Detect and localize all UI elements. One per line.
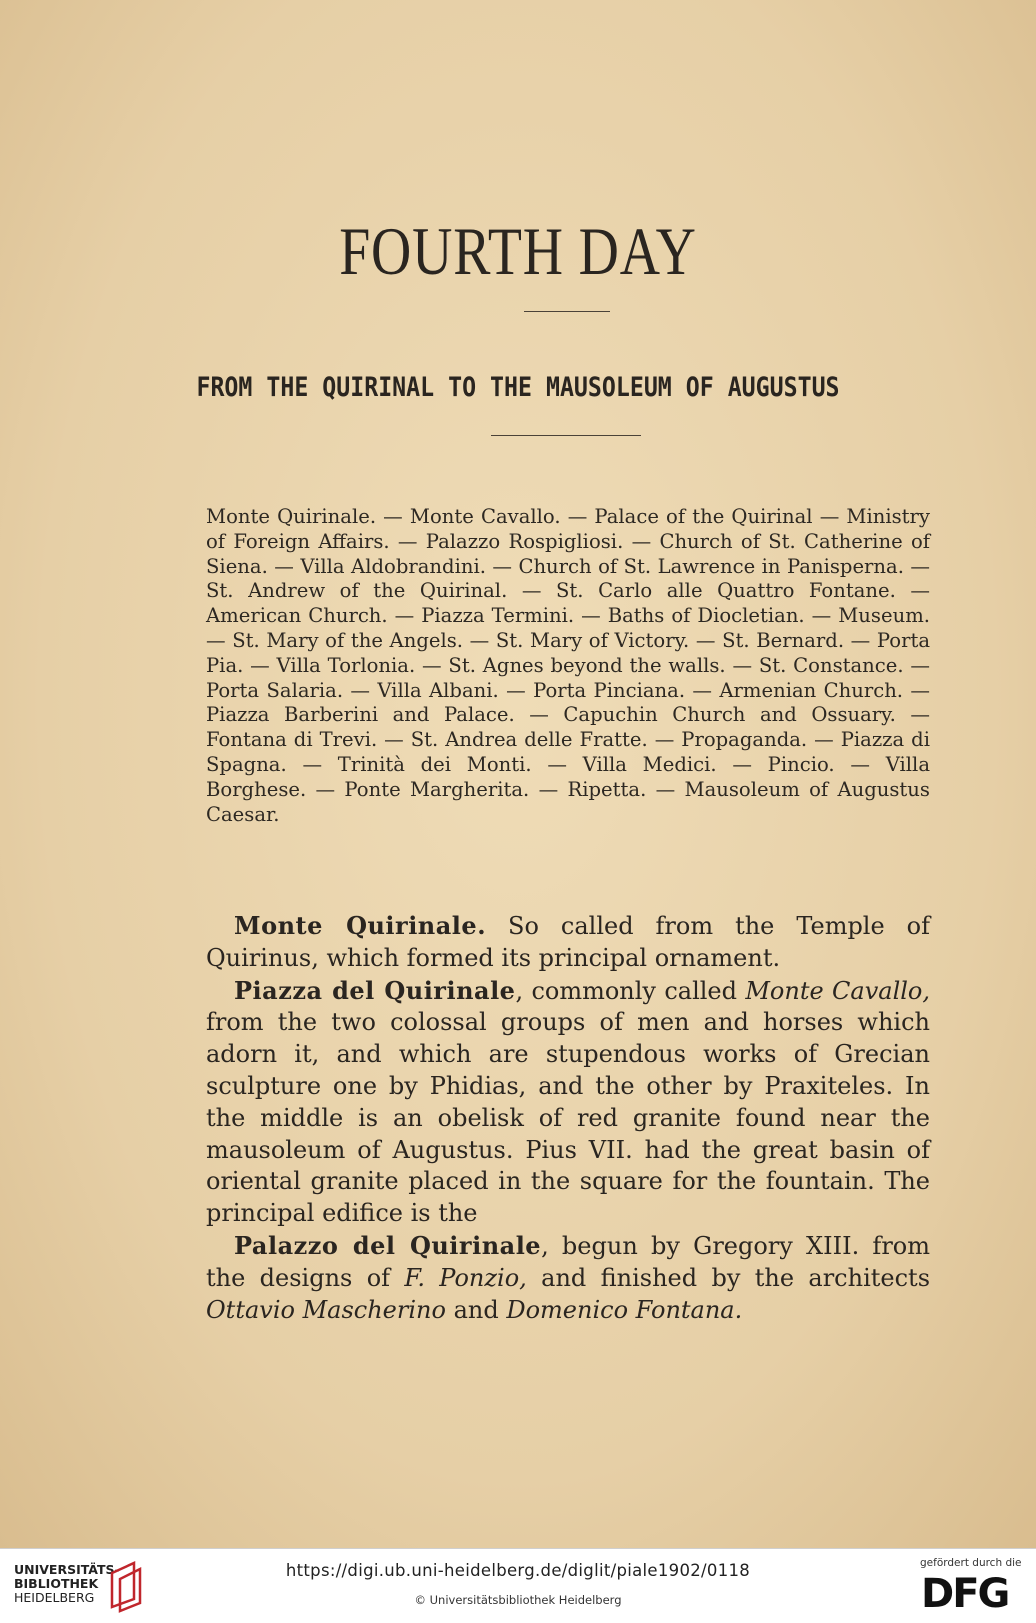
subtitle-divider [491, 435, 641, 436]
italic-text: Ottavio Mascherino [206, 1295, 446, 1324]
italic-text: Domenico Fontana. [506, 1295, 743, 1324]
paragraph-text: , commonly called [515, 976, 746, 1005]
paragraph-text: from the two colossal groups of men and horses which adorn it, and which are stupendous works of Grecian sculpture one by Phidias, and the other by Praxiteles. In the middle is an obelisk of red granite found near the mausoleum of Augustus. Pius VII. had the great basin of oriental granite placed in the square for the fountain. The principal edifice is the [206, 1008, 930, 1228]
chapter-synopsis: Monte Quirinale. — Monte Cavallo. — Palace of the Quirinal — Ministry of Foreign Affairs. — Palazzo Rospigliosi. — Church of St. Catherine of Siena. — Villa Aldobrandini. — Church of St. Lawrence in Panisperna. — St. Andrew of the Quirinal. — St. Carlo alle Quattro Fontane. — American Church. — Piazza Termini. — Baths of Diocletian. — Museum. — St. Mary of the Angels. — St. Mary of Victory. — St. Bernard. — Porta Pia. — Villa Torlonia. — St. Agnes beyond the walls. — St. Constance. — Porta Salaria. — Villa Albani. — Porta Pinciana. — Armenian Church. — Piazza Barberini and Palace. — Capuchin Church and Ossuary. — Fontana di Trevi. — St. Andrea delle Fratte. — Propaganda. — Piazza di Spagna. — Trinità dei Monti. — Villa Medici. — Pincio. — Villa Borghese. — Ponte Margherita. — Ripetta. — Mausoleum of Augustus Caesar. [206, 505, 930, 826]
library-name-line1: UNIVERSITÄTS- [14, 1562, 120, 1577]
funder-caption: gefördert durch die [920, 1557, 1022, 1569]
paragraph-monte-quirinale [206, 910, 930, 975]
paragraph-text: and finished by the architects [526, 1263, 931, 1292]
paragraph-palazzo-del-quirinale [206, 1230, 930, 1326]
copyright-notice: © Universitätsbibliothek Heidelberg [414, 1593, 622, 1607]
library-name-line2: BIBLIOTHEK [14, 1576, 99, 1591]
viewer-footer [0, 1548, 1036, 1623]
paragraph-text: So called from the Temple of Quirinus, which formed its principal ornament. [206, 912, 930, 972]
dfg-logo[interactable]: DFG [921, 1571, 1009, 1617]
paragraph-piazza-del-quirinale [206, 975, 930, 1230]
body-text [206, 910, 930, 1326]
paragraph-text: , begun by Gregory XIII. from the designs of [206, 1231, 930, 1292]
library-name-line3: HEIDELBERG [14, 1590, 95, 1605]
permalink-url[interactable]: https://digi.ub.uni-heidelberg.de/diglit/piale1902/0118 [285, 1561, 751, 1580]
italic-text: Monte Cavallo, [745, 976, 931, 1005]
heading-monte-quirinale: Monte Quirinale. [234, 911, 487, 940]
italic-text: F. Ponzio, [404, 1263, 527, 1292]
heading-palazzo-del-quirinale: Palazzo del Quirinale [234, 1230, 542, 1260]
paragraph-text: and [445, 1295, 507, 1324]
chapter-subtitle: FROM THE QUIRINAL TO THE MAUSOLEUM OF AUGUSTUS [196, 372, 840, 403]
title-divider [524, 311, 610, 312]
chapter-title: FOURTH DAY [339, 213, 697, 289]
heading-piazza-del-quirinale: Piazza del Quirinale [234, 975, 516, 1005]
